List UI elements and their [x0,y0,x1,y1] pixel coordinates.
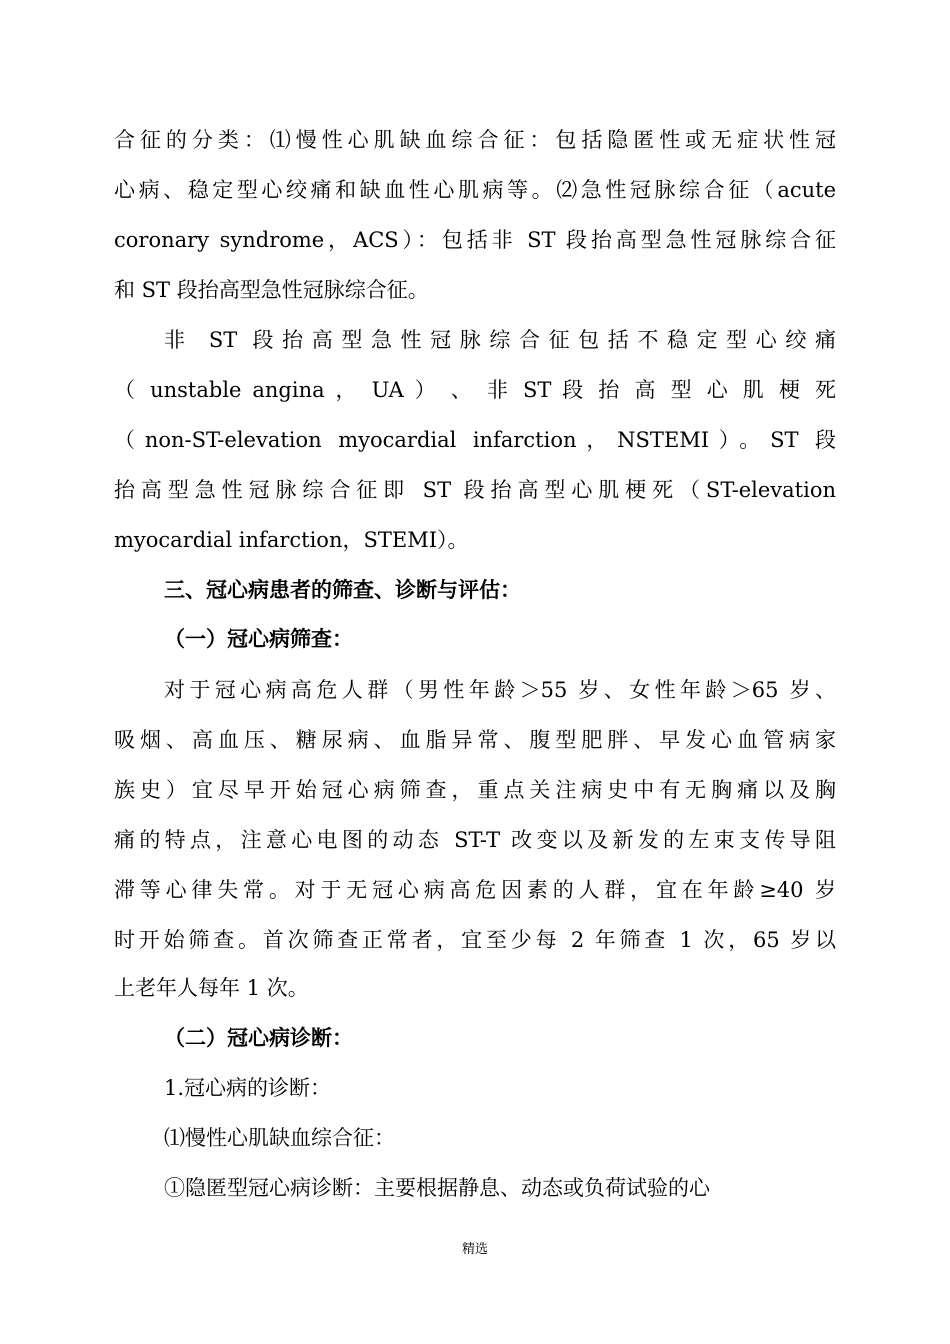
paragraph-1-line-4: 和 ST 段抬高型急性冠脉综合征。 [114,278,429,302]
paragraph-3-line-4: 痛的特点，注意心电图的动态 ST-T 改变以及新发的左束支传导阻 [114,828,836,852]
item-1-1: ⑴慢性心肌缺血综合征： [164,1126,395,1150]
item-1: 1.冠心病的诊断： [164,1076,332,1100]
paragraph-2-line-2: （ unstable angina ， UA ） 、 非 ST 段 抬 高 型 心 肌 梗 死 [114,378,836,402]
paragraph-2-line-1: 非 ST 段抬高型急性冠脉综合征包括不稳定型心绞痛 [164,328,836,352]
item-1-1-a: ①隐匿型冠心病诊断：主要根据静息、动态或负荷试验的心 [164,1176,710,1200]
paragraph-3-line-5: 滞等心律失常。对于无冠心病高危因素的人群，宜在年龄≥40 岁 [114,878,836,902]
paragraph-1-line-2: 心病、稳定型心绞痛和缺血性心肌病等。⑵急性冠脉综合征（acute [114,178,836,202]
subsection-1-heading: （一）冠心病筛查： [164,627,353,651]
paragraph-3-line-3: 族史）宜尽早开始冠心病筛查，重点关注病史中有无胸痛以及胸 [114,778,836,802]
paragraph-2-line-4: 抬高型急性冠脉综合征即 ST 段抬高型心肌梗死（ST-elevation [114,478,836,502]
paragraph-3-line-6: 时开始筛查。首次筛查正常者，宜至少每 2 年筛查 1 次，65 岁以 [114,928,836,952]
paragraph-1-line-1: 合征的分类：⑴慢性心肌缺血综合征：包括隐匿性或无症状性冠 [114,128,836,152]
subsection-2-heading: （二）冠心病诊断： [164,1026,353,1050]
paragraph-3-line-2: 吸烟、高血压、糖尿病、血脂异常、腹型肥胖、早发心血管病家 [114,728,836,752]
paragraph-1-line-3: coronary syndrome，ACS）：包括非 ST 段抬高型急性冠脉综合征 [114,228,836,252]
paragraph-3-line-1: 对于冠心病高危人群（男性年龄＞55 岁、女性年龄＞65 岁、 [164,678,836,702]
paragraph-2-line-3: （non-ST-elevation myocardial infarction，NSTEMI）。ST 段 [114,428,836,452]
paragraph-2-line-5: myocardial infarction，STEMI）。 [114,528,469,552]
page-footer-label: 精选 [461,1242,488,1257]
section-3-heading: 三、冠心病患者的筛查、诊断与评估： [164,578,521,602]
paragraph-3-line-7: 上老年人每年 1 次。 [114,976,309,1000]
